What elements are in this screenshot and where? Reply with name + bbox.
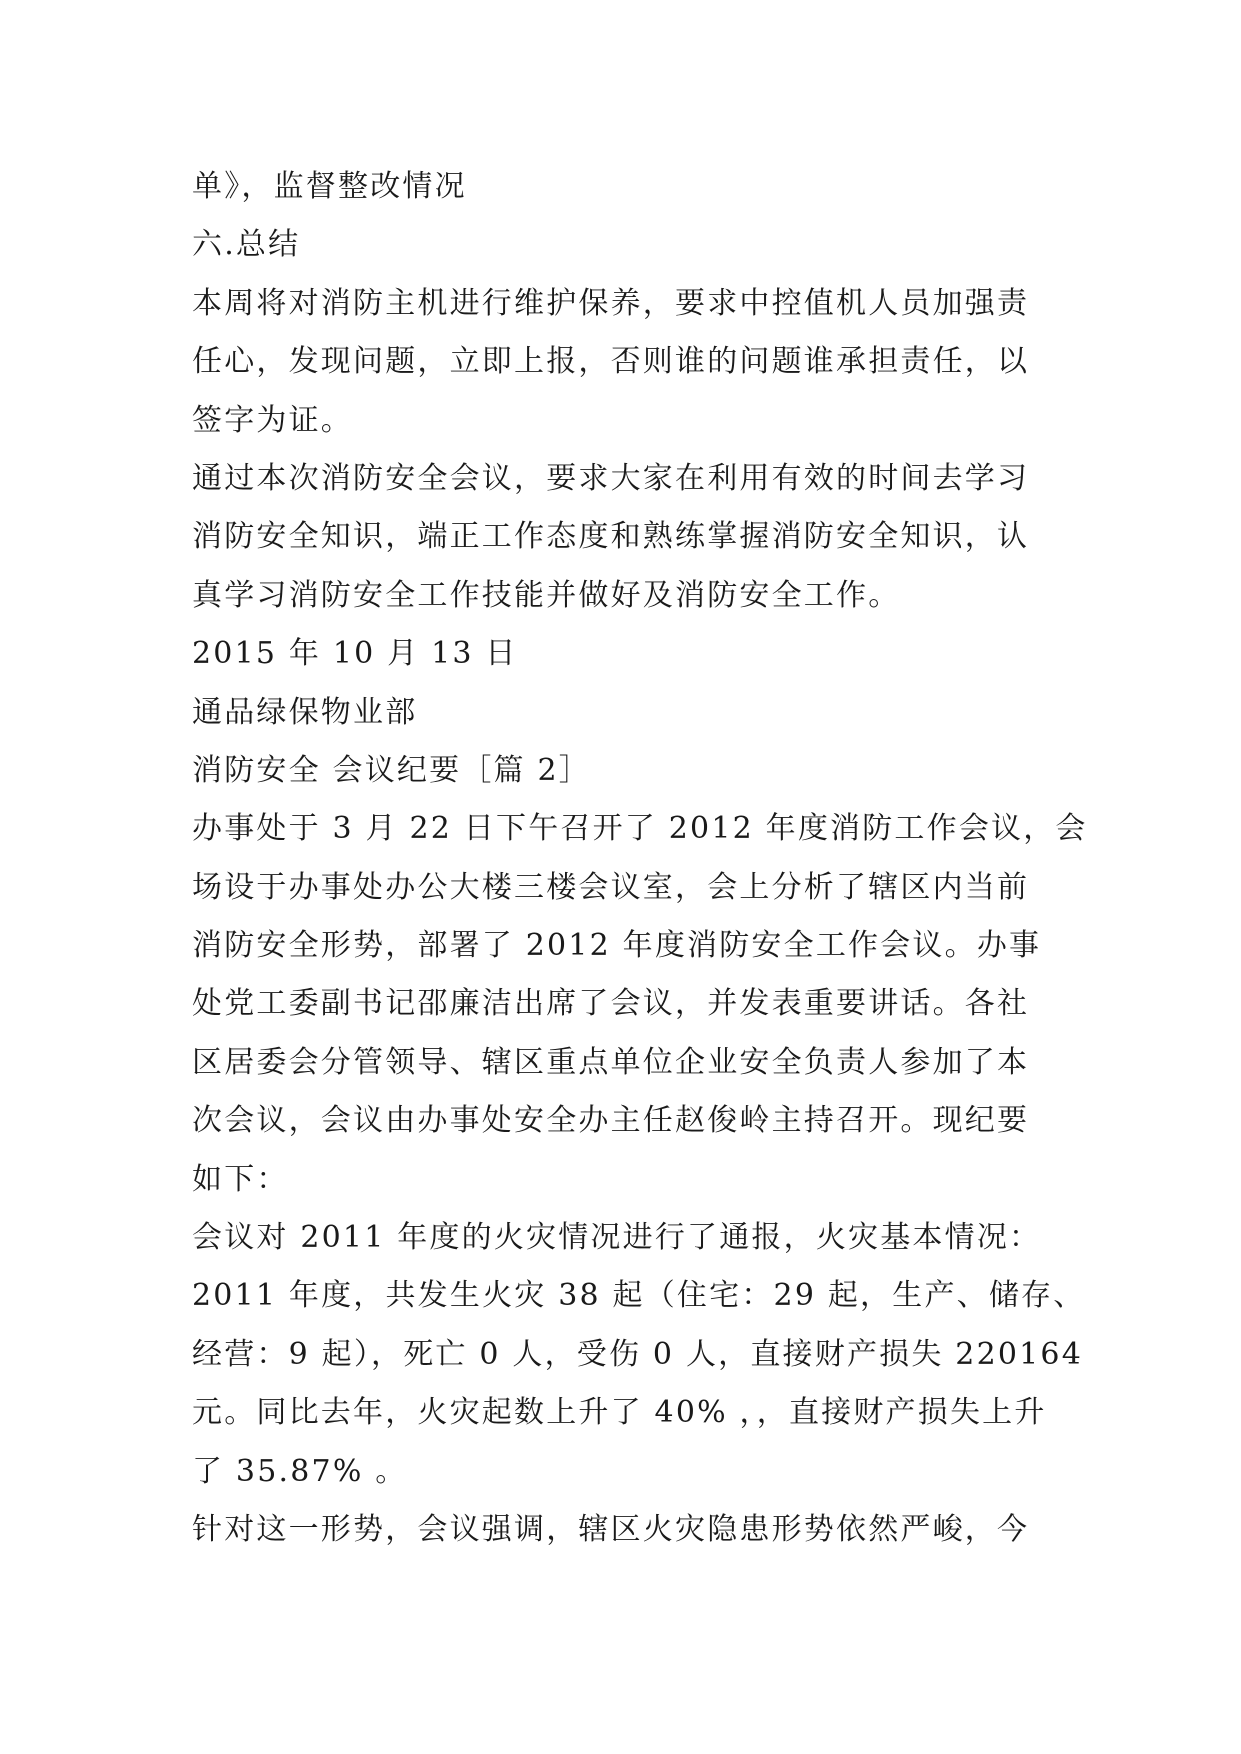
text-line: 办事处于 3 月 22 日下午召开了 2012 年度消防工作会议，会: [192, 811, 1088, 847]
text-line: 如下：: [192, 1161, 289, 1197]
text-line: 真学习消防安全工作技能并做好及消防安全工作。: [192, 577, 901, 613]
document-title: 消防安全 会议纪要［篇 2］: [192, 752, 591, 788]
text-line: 元。同比去年，火灾起数上升了 40% ，，直接财产损失上升: [192, 1395, 1047, 1431]
text-line: 消防安全形势，部署了 2012 年度消防安全工作会议。办事: [192, 928, 1042, 964]
text-line: 消防安全知识，端正工作态度和熟练掌握消防安全知识，认: [192, 519, 1030, 555]
text-line: 了 35.87% 。: [192, 1453, 408, 1489]
text-line: 通过本次消防安全会议，要求大家在利用有效的时间去学习: [192, 460, 1030, 496]
text-line: 经营：9 起），死亡 0 人，受伤 0 人，直接财产损失 220164: [192, 1336, 1083, 1372]
text-line: 针对这一形势，会议强调，辖区火灾隐患形势依然严峻，今: [192, 1511, 1030, 1547]
text-line: 签字为证。: [192, 402, 353, 438]
text-line: 2011 年度，共发生火灾 38 起（住宅：29 起，生产、储存、: [192, 1278, 1086, 1314]
document-body: [192, 158, 1088, 1559]
text-line: 本周将对消防主机进行维护保养，要求中控值机人员加强责: [192, 285, 1030, 321]
text-line: 场设于办事处办公大楼三楼会议室，会上分析了辖区内当前: [192, 869, 1030, 905]
date-line: 2015 年 10 月 13 日: [192, 636, 518, 672]
text-line: 处党工委副书记邵廉洁出席了会议，并发表重要讲话。各社: [192, 986, 1030, 1022]
text-line: 次会议，会议由办事处安全办主任赵俊岭主持召开。现纪要: [192, 1103, 1030, 1139]
organization-line: 通品绿保物业部: [192, 694, 418, 730]
text-line: 任心，发现问题，立即上报，否则谁的问题谁承担责任，以: [192, 344, 1030, 380]
text-line: 区居委会分管领导、辖区重点单位企业安全负责人参加了本: [192, 1044, 1030, 1080]
section-heading: 六.总结: [192, 227, 301, 263]
text-line: 单》，监督整改情况: [192, 169, 467, 204]
text-line: 会议对 2011 年度的火灾情况进行了通报，火灾基本情况：: [192, 1220, 1042, 1256]
